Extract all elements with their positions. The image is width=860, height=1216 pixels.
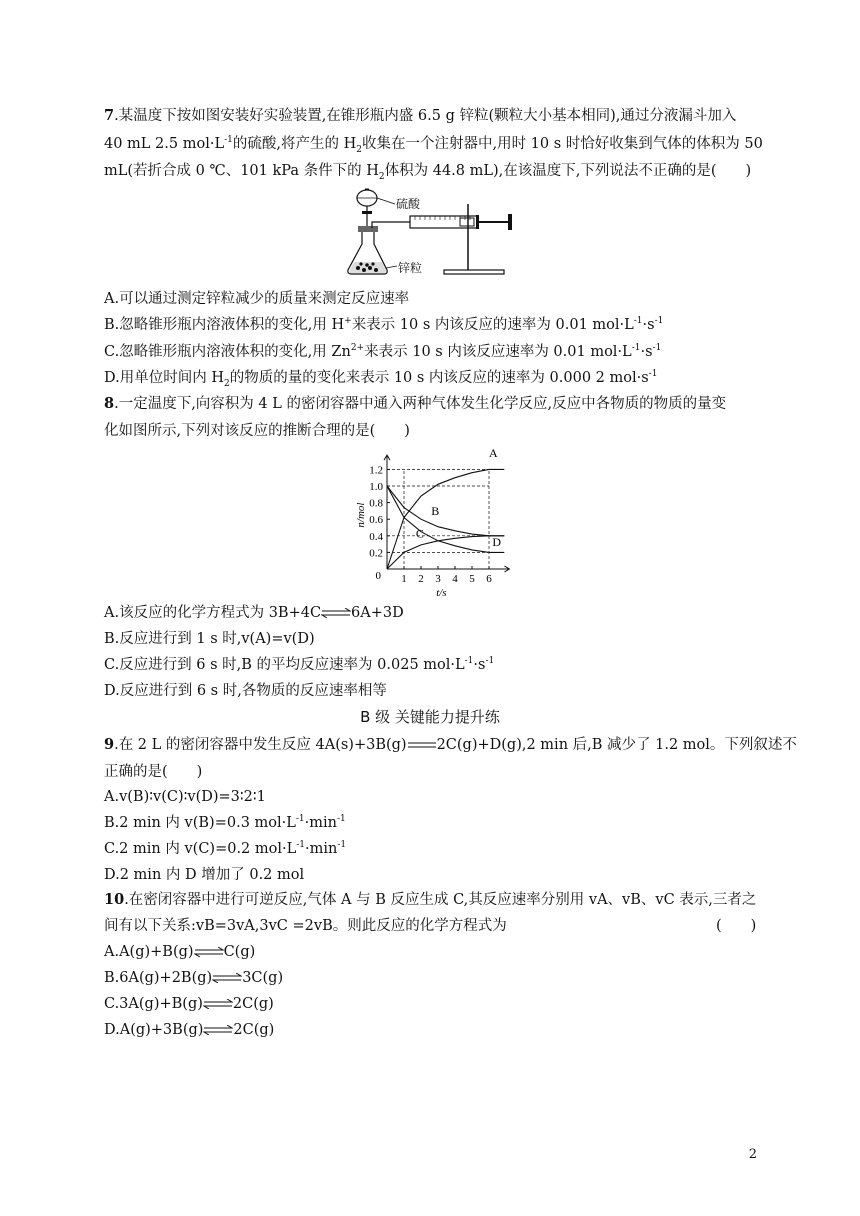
y-tick-label: 0.4 (369, 530, 383, 543)
series-B-line (387, 486, 504, 536)
apparatus-figure (340, 184, 520, 284)
series-C-line (387, 486, 504, 552)
q7-line2: 40 mL 2.5 $mol\cdot L^{-1}$的硫酸,将产生的 $H_2$收集在一个注射器中,用时 10 s 时恰好收集到气体的体积为 50 (104, 135, 763, 155)
q9-number: 9 (104, 736, 115, 753)
x-tick-label: 6 (486, 573, 492, 585)
series-C-label: C (415, 526, 424, 541)
q10-option-a: A.A(g)+B(g) C(g) (104, 944, 256, 960)
q10-option-d: D.A(g)+3B(g) 2C(g) (104, 1022, 275, 1038)
x-tick-label: 2 (418, 573, 424, 585)
q8-option-c: C.反应进行到 6 s 时,B 的平均反应速率为 0.025 $mol\cdot L^{-1}\cdot s^{-1}$ (104, 656, 495, 673)
y-tick-label: 0.2 (369, 547, 383, 560)
q10-option-b: B.6A(g)+2B(g) 3C(g) (104, 970, 284, 986)
x-tick-label: 3 (435, 573, 441, 585)
x-tick-label: 4 (452, 573, 458, 585)
q7-option-d: D.用单位时间内 $H_2$的物质的量的变化来表示 10 s 内该反应的速率为 0.000 2 $mol\cdot s^{-1}$ (104, 369, 658, 389)
page-number: 2 (748, 1147, 757, 1162)
q9-line1: 9.在 2 L 的密闭容器中发生反应 4A(s)+3B(g) 2C(g)+D(g),2 min 后,B 减少了 1.2 mol。下列叙述不 (104, 736, 797, 753)
q8-option-a: A.该反应的化学方程式为 3B+4C 6A+3D (104, 605, 404, 621)
q8-line2: 化如图所示,下列对该反应的推断合理的是( ) (104, 423, 410, 439)
y-tick-label: 1.2 (369, 464, 383, 477)
q8-option-b: B.反应进行到 1 s 时,v(A)=v(D) (104, 631, 315, 647)
q7-option-a: A.可以通过测定锌粒减少的质量来测定反应速率 (104, 291, 410, 307)
acid-label: 硫酸 (396, 197, 421, 211)
q8-number: 8 (104, 395, 115, 412)
x-tick-label: 1 (401, 573, 407, 585)
zinc-label: 锌粒 (398, 261, 423, 275)
mole-time-chart (352, 444, 522, 599)
equals-arrow-icon (407, 740, 437, 750)
q9-line2: 正确的是( ) (104, 764, 203, 780)
q10-option-c: C.3A(g)+B(g) 2C(g) (104, 996, 274, 1012)
series-B-label: B (431, 504, 440, 519)
y-tick-label: 0.8 (369, 497, 383, 510)
y-axis-label: n/mol (355, 502, 367, 528)
x-axis-label: t/s (436, 587, 447, 599)
q8-line1: 8.一定温度下,向容积为 4 L 的密闭容器中通入两种气体发生化学反应,反应中各物质的物质的量变 (104, 395, 727, 412)
reversible-arrow-icon (321, 608, 351, 618)
q7-option-b: B.忽略锥形瓶内溶液体积的变化,用 H+来表示 10 s 内该反应的速率为 0.01 $mol\cdot L^{-1}\cdot s^{-1}$ (104, 316, 664, 333)
x-tick-label: 5 (469, 573, 475, 585)
q9-option-b: B.2 min 内 v(B)=0.3 $mol\cdot L^{-1}\cdot\min^{-1}$ (104, 814, 346, 831)
q9-option-a: A.v(B)∶v(C)∶v(D)=3∶2∶1 (104, 789, 266, 805)
series-D-label: D (492, 534, 502, 549)
q10-line1: 10.在密闭容器中进行可逆反应,气体 A 与 B 反应生成 C,其反应速率分别用 vA、vB、vC 表示,三者之 (104, 891, 757, 908)
q10-line2: 间有以下关系:vB=3vA,3vC =2vB。则此反应的化学方程式为 (104, 918, 507, 934)
q9-option-d: D.2 min 内 D 增加了 0.2 mol (104, 867, 305, 883)
q7-option-c: C.忽略锥形瓶内溶液体积的变化,用 $Zn^{2+}$来表示 10 s 内该反应速率为 0.01 $mol\cdot L^{-1}\cdot s^{-1}$ (104, 343, 662, 360)
y-tick-label: 0.6 (369, 514, 383, 527)
series-A-line (387, 469, 504, 569)
q10-number: 10 (104, 891, 125, 908)
q7-line3: mL(若折合成 0 ℃、101 kPa 条件下的 $H_2$体积为 44.8 mL),在该温度下,下列说法不正确的是( ) (104, 163, 752, 182)
q9-option-c: C.2 min 内 v(C)=0.2 $mol\cdot L^{-1}\cdot\min^{-1}$ (104, 840, 347, 857)
q8-option-d: D.反应进行到 6 s 时,各物质的反应速率相等 (104, 683, 387, 699)
series-A-label: A (489, 445, 498, 460)
q7-line1: 7.某温度下按如图安装好实验装置,在锥形瓶内盛 6.5 g 锌粒(颗粒大小基本相同),通过分液漏斗加入 (104, 107, 737, 124)
y-tick-label: 1.0 (369, 481, 383, 493)
q7-number: 7 (104, 107, 115, 124)
q10-answer-paren: ( ) (716, 918, 757, 934)
origin-label: 0 (375, 570, 381, 582)
section-title: B 级 关键能力提升练 (360, 708, 500, 726)
